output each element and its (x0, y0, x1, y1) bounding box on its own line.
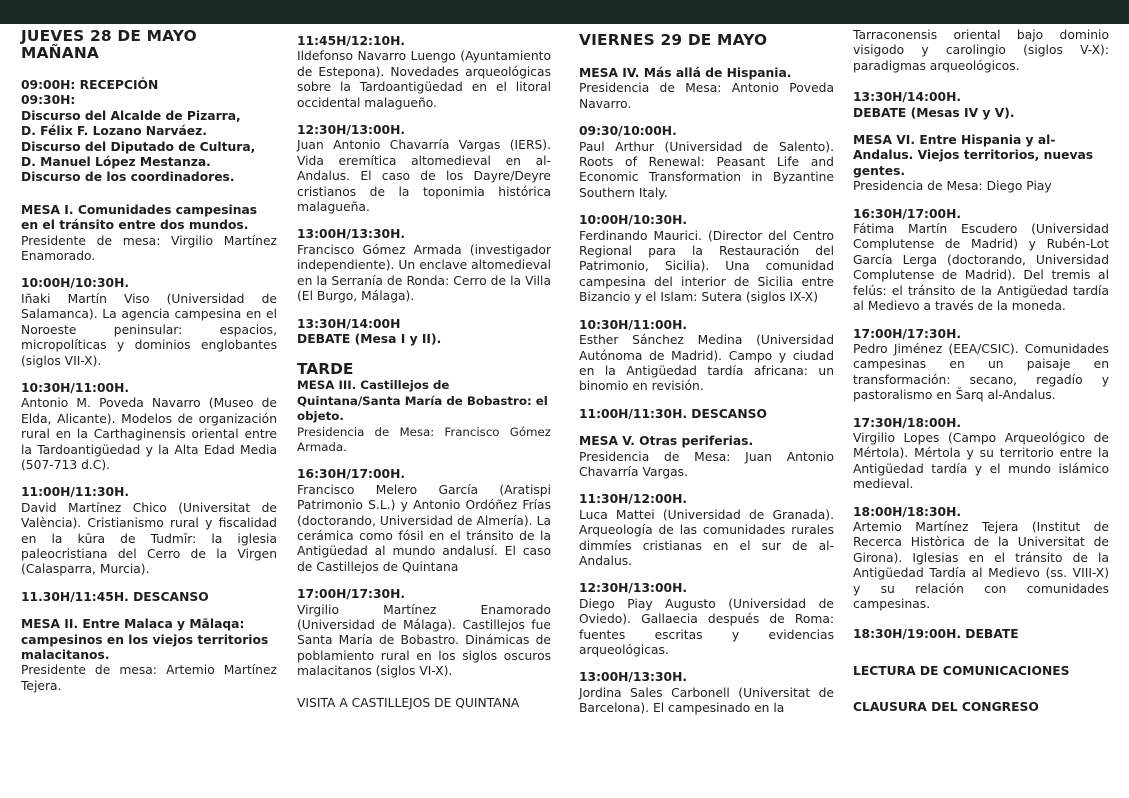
talk-text: Antonio M. Poveda Navarro (Museo de Elda, Alicante). Modelos de organización rural en la Carthaginensis oriental entre la Tardoantigüedad y la Alta Edad Media (507-713 d.C). (21, 396, 277, 472)
opening-time: 09:30H: (21, 93, 76, 108)
talk-time: 17:00H/17:30H. (853, 326, 962, 341)
mesa-president: Presidente de mesa: Virgilio Martínez Enamorado. (21, 233, 277, 264)
talk-block (579, 213, 834, 305)
talk-block (579, 124, 834, 201)
opening-line: Discurso de los coordinadores. (21, 170, 235, 185)
opening-line: Discurso del Alcalde de Pizarra, (21, 108, 241, 123)
debate-time: 13:30H/14:00H. (853, 90, 962, 105)
break-text: 11.30H/11:45H. DESCANSO (21, 589, 209, 604)
talk-text: Virgilio Lopes (Campo Arqueológico de Mértola). Mértola y su territorio entre la Antigüedad tardía y el mundo islámico medieval. (853, 430, 1109, 492)
opening-line: Discurso del Diputado de Cultura, (21, 139, 256, 154)
talk-text: Luca Mattei (Universidad de Granada). Arqueología de las comunidades rurales dimmíes cristianas en el sur de al-Andalus. (579, 507, 834, 568)
talk-block (853, 505, 1109, 613)
day-title: JUEVES 28 DE MAYO (21, 27, 197, 45)
mesa-title: MESA V. Otras periferias. (579, 434, 754, 449)
talk-block (297, 467, 551, 575)
break-block (21, 590, 277, 605)
debate-block (853, 90, 1109, 121)
visit-block (297, 696, 551, 711)
visit-text: VISITA A CASTILLEJOS DE QUINTANA (297, 695, 520, 710)
talk-block (21, 485, 277, 577)
talk-time: 17:00H/17:30H. (297, 587, 406, 602)
talk-time: 12:30H/13:00H. (297, 123, 406, 138)
talk-text: Pedro Jiménez (EEA/CSIC). Comunidades campesinas en un paisaje en transformación: secano, regadío y pastoralismo en Šarq al-Andalus. (853, 341, 1109, 403)
talk-block (853, 327, 1109, 404)
talk-text: Fátima Martín Escudero (Universidad Complutense de Madrid) y Rubén-Lot García Lerga (doctorando, Universidad Complutense de Madrid). Del tremis al felús: el tránsito de la Antigüedad tardía al Medievo a través de la moneda. (853, 222, 1109, 314)
talk-continuation (853, 28, 1109, 74)
mesa-block (21, 203, 277, 265)
talk-block (297, 34, 551, 111)
part-title: MAÑANA (21, 44, 100, 62)
talk-text: Diego Piay Augusto (Universidad de Oviedo). Gallaecia después de Roma: fuentes escritas y evidencias arqueológicas. (579, 596, 834, 657)
talk-block (297, 123, 551, 215)
mesa-block (579, 66, 834, 112)
talk-block (297, 587, 551, 679)
mesa-title: MESA III. Castillejos de Quintana/Santa María de Bobastro: el objeto. (297, 378, 548, 424)
talk-text: Iñaki Martín Viso (Universidad de Salamanca). La agencia campesina en el Noroeste peninsular: espacios, micropolíticas y dominios englobantes (siglos VII-X). (21, 291, 277, 368)
talk-text: Juan Antonio Chavarría Vargas (IERS). Vida eremítica altomedieval en al-Andalus. El caso de los Dayre/Deyre cristianos de la toponimia histórica malagueña. (297, 138, 551, 215)
debate-block (853, 627, 1109, 642)
debate-block (297, 317, 551, 348)
talk-block (853, 207, 1109, 315)
talk-block (579, 318, 834, 395)
talk-text: Virgilio Martínez Enamorado (Universidad de Málaga). Castillejos fue Santa María de Bobastro. Dinámicas de poblamiento rural en los siglos oscuros malacitanos (siglos VI-X). (297, 602, 551, 679)
column-friday-continued (853, 28, 1109, 716)
talk-block (579, 492, 834, 569)
talk-time: 10:30H/11:00H. (21, 380, 130, 395)
mesa-block (579, 434, 834, 480)
opening-line: D. Félix F. Lozano Narváez. (21, 124, 207, 139)
clausura-text: CLAUSURA DEL CONGRESO (853, 700, 1039, 715)
talk-text: Ferdinando Maurici. (Director del Centro Regional para la Restauración del Patrimonio, Sicilia). Una comunidad campesina del interior de Sicilia entre Bizancio y el Islam: Sutera (siglos IX-X) (579, 228, 834, 305)
lectura-block (853, 664, 1109, 679)
mesa-president: Presidencia de Mesa: Juan Antonio Chavarría Vargas. (579, 449, 834, 479)
debate-text: DEBATE (Mesas IV y V). (853, 105, 1015, 120)
mesa-president: Presidencia de Mesa: Francisco Gómez Armada. (297, 424, 551, 454)
debate-text: DEBATE (Mesa I y II). (297, 331, 442, 346)
talk-time: 10:00H/10:30H. (579, 213, 688, 228)
opening-block (21, 78, 277, 186)
column-friday-morning (579, 28, 834, 717)
talk-text: Jordina Sales Carbonell (Universitat de Barcelona). El campesinado en la (579, 685, 834, 716)
column-thursday-continued (297, 28, 551, 711)
talk-time: 10:30H/11:00H. (579, 317, 688, 332)
talk-block (579, 581, 834, 658)
part-title: TARDE (297, 360, 354, 379)
talk-time: 11:00H/11:30H. (21, 485, 130, 500)
day-title: VIERNES 29 DE MAYO (579, 31, 768, 49)
talk-text: Tarraconensis oriental bajo dominio visigodo y carolingio (siglos V-X): paradigmas arqueológicos. (853, 28, 1109, 73)
mesa-block (297, 378, 551, 455)
talk-text: Ildefonso Navarro Luengo (Ayuntamiento de Estepona). Novedades arqueológicas sobre la Tardoantigüedad en el litoral occidental malagueño. (297, 49, 551, 110)
talk-time: 13:00H/13:30H. (579, 670, 688, 685)
lectura-text: LECTURA DE COMUNICACIONES (853, 663, 1070, 678)
clausura-block (853, 700, 1109, 715)
top-band (0, 0, 1129, 24)
talk-block (579, 670, 834, 716)
column-thursday-morning (21, 28, 277, 694)
talk-time: 09:30/10:00H. (579, 124, 677, 139)
mesa-title: MESA II. Entre Malaca y Mālaqa: campesinos en los viejos territorios malacitanos. (21, 617, 269, 662)
break-text: 11:00H/11:30H. DESCANSO (579, 406, 767, 421)
talk-time: 12:30H/13:00H. (579, 581, 688, 596)
talk-time: 16:30H/17:00H. (297, 467, 406, 482)
talk-text: Artemio Martínez Tejera (Institut de Recerca Històrica de la Universitat de Girona). Iglesias en el tránsito de la Antigüedad Tardía al Medievo (ss. VIII-X) y su relación con comunidades campesinas. (853, 519, 1109, 611)
talk-time: 13:00H/13:30H. (297, 227, 406, 242)
talk-text: Francisco Gómez Armada (investigador independiente). Un enclave altomedieval en la Serranía de Ronda: Cerro de la Villa (El Burgo, Málaga). (297, 242, 551, 304)
talk-text: Esther Sánchez Medina (Universidad Autónoma de Madrid). Campo y ciudad en la Antigüedad tardía africana: un binomio en revisión. (579, 333, 834, 394)
talk-block (21, 276, 277, 368)
debate-text: 18:30H/19:00H. DEBATE (853, 627, 1019, 642)
mesa-block (21, 617, 277, 694)
talk-text: Francisco Melero García (Aratispi Patrimonio S.L.) y Antonio Ordóñez Frías (doctorando, Universidad de Almería). La cerámica como fósil en el tránsito de la Antigüedad al mundo andalusí. El caso de Castillejos de Quintana (297, 482, 551, 574)
talk-time: 10:00H/10:30H. (21, 276, 130, 291)
talk-block (297, 227, 551, 304)
talk-time: 11:45H/12:10H. (297, 34, 406, 48)
talk-text: David Martínez Chico (Universitat de València). Cristianismo rural y fiscalidad en la kūra de Tudmīr: la iglesia paleocristiana del Cerro de la Virgen (Calasparra, Murcia). (21, 500, 277, 577)
reception-time: 09:00H: RECEPCIÓN (21, 78, 159, 92)
opening-line: D. Manuel López Mestanza. (21, 155, 211, 170)
mesa-block (853, 133, 1109, 195)
mesa-title: MESA IV. Más allá de Hispania. (579, 66, 792, 80)
mesa-president: Presidencia de Mesa: Diego Piay (853, 179, 1052, 194)
mesa-title: MESA I. Comunidades campesinas en el tránsito entre dos mundos. (21, 202, 258, 233)
talk-time: 18:00H/18:30H. (853, 504, 962, 519)
debate-time: 13:30H/14:00H (297, 316, 401, 331)
talk-block (853, 416, 1109, 493)
mesa-president: Presidente de mesa: Artemio Martínez Tejera. (21, 663, 277, 693)
break-block (579, 407, 834, 422)
talk-text: Paul Arthur (Universidad de Salento). Roots of Renewal: Peasant Life and Economic Transformation in Byzantine Southern Italy. (579, 139, 834, 200)
talk-time: 11:30H/12:00H. (579, 492, 688, 507)
talk-block (21, 381, 277, 473)
talk-time: 17:30H/18:00H. (853, 415, 962, 430)
mesa-president: Presidencia de Mesa: Antonio Poveda Navarro. (579, 81, 834, 111)
mesa-title: MESA VI. Entre Hispania y al-Andalus. Viejos territorios, nuevas gentes. (853, 133, 1094, 178)
talk-time: 16:30H/17:00H. (853, 206, 962, 221)
